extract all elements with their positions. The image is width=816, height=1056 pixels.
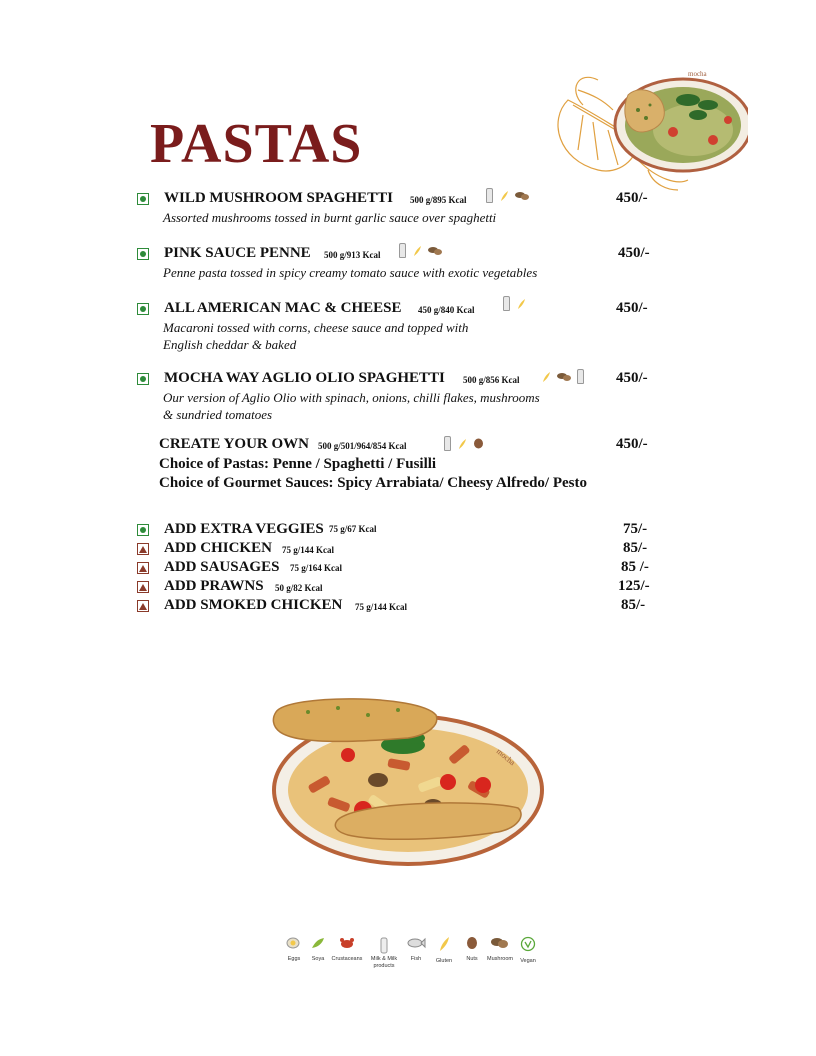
legend-item [484, 936, 516, 970]
veg-marker-icon [137, 193, 149, 205]
page-title: PASTAS [150, 113, 363, 175]
svg-text:mocha: mocha [494, 746, 517, 768]
legend-label: Soya [311, 956, 325, 962]
milk-icon [486, 188, 493, 203]
item-kcal: 500 g/913 Kcal [324, 250, 381, 260]
gluten-icon [457, 438, 467, 450]
item-kcal: 500 g/856 Kcal [463, 375, 520, 385]
item-description [163, 319, 593, 353]
legend-item [306, 936, 330, 970]
veg-marker-icon [137, 303, 149, 315]
legend-label: Milk & Milk products [370, 956, 398, 969]
legend-item [282, 936, 306, 970]
create-your-own-kcal: 500 g/501/964/854 Kcal [318, 441, 407, 451]
addon-kcal: 50 g/82 Kcal [275, 583, 323, 593]
addon-price: 85 /- [621, 559, 649, 575]
nonveg-marker-icon [137, 600, 149, 612]
addon-kcal: 75 g/144 Kcal [355, 602, 407, 612]
vegan-icon [520, 936, 536, 952]
nonveg-marker-icon [137, 543, 149, 555]
item-description: Penne pasta tossed in spicy creamy tomato sauce with exotic vegetables [163, 265, 538, 280]
milk-icon [577, 369, 584, 384]
pasta-photo-top [538, 60, 748, 210]
addon-price: 85/- [621, 597, 646, 613]
mushroom-icon [491, 936, 509, 950]
item-description-line: English cheddar & baked [163, 337, 297, 352]
legend-item [330, 936, 364, 970]
crustaceans-icon [339, 936, 355, 950]
addon-kcal: 75 g/164 Kcal [290, 563, 342, 573]
item-name: ALL AMERICAN MAC & CHEESE [164, 300, 402, 316]
legend-item [364, 936, 404, 970]
create-your-own-title: CREATE YOUR OWN [159, 436, 310, 452]
legend-item [428, 936, 460, 970]
legend-label: Eggs [287, 956, 301, 962]
legend-label: Crustaceans [331, 956, 363, 962]
fish-icon [406, 936, 426, 950]
item-price: 450/- [618, 245, 650, 261]
gluten-icon [516, 298, 526, 310]
addon-price: 85/- [623, 540, 648, 556]
allergen-legend [282, 936, 540, 970]
item-description-line: Our version of Aglio Olio with spinach, onions, chilli flakes, mushrooms [163, 390, 540, 405]
sauce-choice-line: Choice of Gourmet Sauces: Spicy Arrabiata/ Cheesy Alfredo/ Pesto [159, 475, 588, 491]
legend-item [460, 936, 484, 970]
svg-text:mocha: mocha [688, 70, 707, 78]
addon-kcal: 75 g/67 Kcal [329, 524, 377, 534]
mushroom-icon [428, 246, 442, 256]
gluten-icon [437, 936, 451, 952]
mushroom-icon [515, 191, 529, 201]
soya-icon [310, 936, 326, 950]
addon-name: ADD EXTRA VEGGIES [164, 521, 324, 537]
milk-icon [399, 243, 406, 258]
pasta-choice-line: Choice of Pastas: Penne / Spaghetti / Fusilli [159, 456, 437, 472]
item-description [163, 389, 593, 423]
item-name: MOCHA WAY AGLIO OLIO SPAGHETTI [164, 370, 445, 386]
addon-kcal: 75 g/144 Kcal [282, 545, 334, 555]
item-price: 450/- [616, 190, 648, 206]
legend-item [404, 936, 428, 970]
item-description-line: & sundried tomatoes [163, 407, 273, 422]
item-description: Assorted mushrooms tossed in burnt garlic sauce over spaghetti [163, 210, 497, 225]
veg-marker-icon [137, 373, 149, 385]
gluten-icon [412, 245, 422, 257]
nuts-icon [465, 936, 479, 950]
nuts-icon [473, 438, 484, 449]
veg-marker-icon [137, 524, 149, 536]
gluten-icon [541, 371, 551, 383]
milk-icon [503, 296, 510, 311]
nonveg-marker-icon [137, 581, 149, 593]
create-your-own-price: 450/- [616, 436, 648, 452]
legend-label: Mushroom [487, 956, 513, 962]
item-name: PINK SAUCE PENNE [164, 245, 311, 261]
addon-name: ADD CHICKEN [164, 540, 272, 556]
legend-label: Fish [410, 956, 422, 962]
item-price: 450/- [616, 300, 648, 316]
milk-icon [444, 436, 451, 451]
nonveg-marker-icon [137, 562, 149, 574]
item-description-line: Macaroni tossed with corns, cheese sauce and topped with [163, 320, 469, 335]
item-kcal: 450 g/840 Kcal [418, 305, 475, 315]
veg-marker-icon [137, 248, 149, 260]
pasta-photo-bottom [268, 690, 548, 870]
legend-label: Vegan [520, 958, 536, 964]
mushroom-icon [557, 372, 571, 382]
legend-item [516, 936, 540, 970]
legend-label: Gluten [435, 958, 453, 964]
addon-name: ADD SMOKED CHICKEN [164, 597, 343, 613]
legend-label: Nuts [466, 956, 478, 962]
addon-name: ADD SAUSAGES [164, 559, 280, 575]
addon-name: ADD PRAWNS [164, 578, 264, 594]
addon-price: 125/- [618, 578, 650, 594]
eggs-icon [286, 936, 302, 950]
milk-icon [376, 936, 392, 954]
gluten-icon [499, 190, 509, 202]
item-kcal: 500 g/895 Kcal [410, 195, 467, 205]
addon-price: 75/- [623, 521, 648, 537]
item-price: 450/- [616, 370, 648, 386]
item-name: WILD MUSHROOM SPAGHETTI [164, 190, 393, 206]
